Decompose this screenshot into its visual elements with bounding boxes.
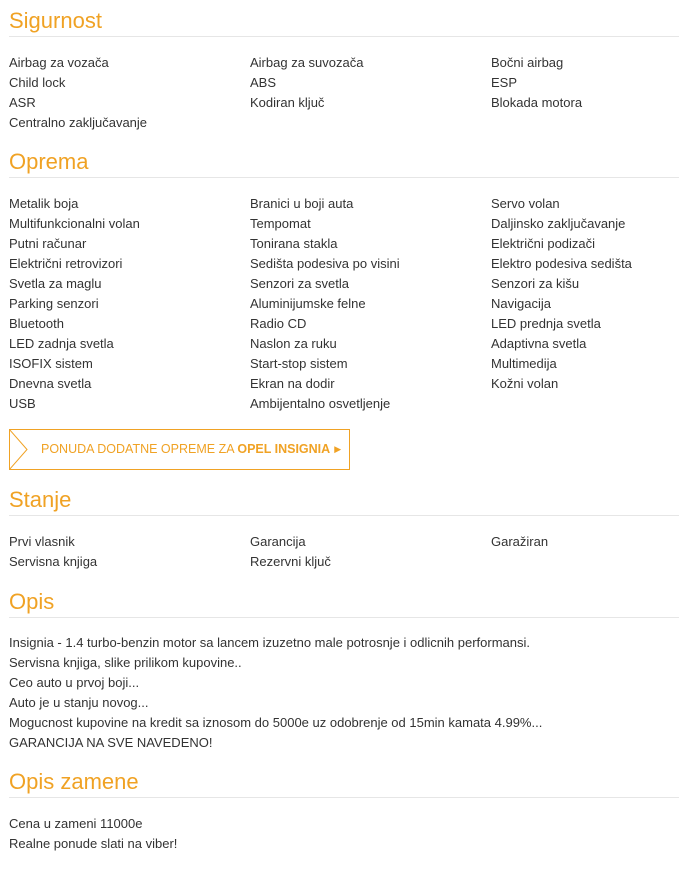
text-line: Auto je u stanju novog... (9, 695, 149, 710)
feature-item: Električni retrovizori (9, 256, 123, 271)
feature-item: Senzori za kišu (491, 276, 580, 291)
feature-item: Naslon za ruku (250, 336, 337, 351)
feature-item: Senzori za svetla (250, 276, 349, 291)
feature-item: Kožni volan (491, 376, 559, 391)
feature-item: Bluetooth (9, 316, 64, 331)
offer-link-label (41, 430, 341, 469)
feature-item: Putni računar (9, 236, 87, 251)
feature-item: Kodiran ključ (250, 95, 325, 110)
description-text (9, 633, 679, 753)
feature-item: ESP (491, 75, 518, 90)
extra-equipment-offer-link[interactable] (9, 429, 350, 470)
feature-item: Servisna knjiga (9, 554, 98, 569)
text-line: Mogucnost kupovine na kredit sa iznosom do 5000e uz odobrenje od 15min kamata 4.99%... (9, 715, 543, 730)
feature-grid (9, 194, 679, 414)
section-divider (9, 617, 679, 618)
feature-item: ABS (250, 75, 277, 90)
feature-item: Multifunkcionalni volan (9, 216, 140, 231)
feature-item: Daljinsko zaključavanje (491, 216, 626, 231)
section-divider (9, 36, 679, 37)
feature-item: ASR (9, 95, 36, 110)
feature-item: Tonirana stakla (250, 236, 338, 251)
feature-item: Ekran na dodir (250, 376, 335, 391)
feature-item: ISOFIX sistem (9, 356, 93, 371)
section-title: Sigurnost (9, 8, 102, 33)
caret-right-icon: ▶ (334, 444, 342, 454)
feature-item: Aluminijumske felne (250, 296, 366, 311)
feature-item: Bočni airbag (491, 55, 564, 70)
trade-in-text (9, 814, 679, 854)
feature-item: Tempomat (250, 216, 311, 231)
feature-item: LED zadnja svetla (9, 336, 114, 351)
feature-item: Adaptivna svetla (491, 336, 587, 351)
chevron-arrow-icon (9, 429, 33, 470)
feature-item: Blokada motora (491, 95, 583, 110)
feature-item: Child lock (9, 75, 66, 90)
text-line: Servisna knjiga, slike prilikom kupovine.. (9, 655, 242, 670)
offer-link-prefix: PONUDA DODATNE OPREME ZA (41, 442, 234, 456)
feature-item: Start-stop sistem (250, 356, 348, 371)
section-title: Opis zamene (9, 769, 139, 794)
text-line: Ceo auto u prvoj boji... (9, 675, 140, 690)
feature-item: Garažiran (491, 534, 549, 549)
feature-item: USB (9, 396, 36, 411)
section-title: Opis (9, 589, 55, 614)
section-divider (9, 797, 679, 798)
feature-item: Sedišta podesiva po visini (250, 256, 400, 271)
section-divider (9, 177, 679, 178)
feature-item: Multimedija (491, 356, 557, 371)
feature-item: Servo volan (491, 196, 560, 211)
text-line: Cena u zameni 11000e (9, 816, 143, 831)
feature-grid (9, 53, 679, 133)
feature-item: LED prednja svetla (491, 316, 601, 331)
offer-link-model: OPEL INSIGNIA (237, 442, 331, 456)
feature-item: Rezervni ključ (250, 554, 331, 569)
section-title: Oprema (9, 149, 89, 174)
text-line: Realne ponude slati na viber! (9, 836, 178, 851)
feature-item: Ambijentalno osvetljenje (250, 396, 391, 411)
text-line: Insignia - 1.4 turbo-benzin motor sa lancem izuzetno male potrosnje i odlicnih performansi. (9, 635, 530, 650)
feature-item: Električni podizači (491, 236, 596, 251)
feature-item: Prvi vlasnik (9, 534, 75, 549)
feature-grid (9, 532, 679, 572)
feature-item: Elektro podesiva sedišta (491, 256, 632, 271)
feature-item: Parking senzori (9, 296, 99, 311)
feature-item: Branici u boji auta (250, 196, 354, 211)
feature-item: Metalik boja (9, 196, 79, 211)
feature-item: Navigacija (491, 296, 551, 311)
feature-item: Garancija (250, 534, 306, 549)
section-title: Stanje (9, 487, 72, 512)
feature-item: Airbag za suvozača (250, 55, 364, 70)
section-divider (9, 515, 679, 516)
feature-item: Centralno zaključavanje (9, 115, 148, 130)
feature-item: Radio CD (250, 316, 307, 331)
feature-item: Svetla za maglu (9, 276, 102, 291)
text-line: GARANCIJA NA SVE NAVEDENO! (9, 735, 213, 750)
feature-item: Dnevna svetla (9, 376, 92, 391)
feature-item: Airbag za vozača (9, 55, 109, 70)
